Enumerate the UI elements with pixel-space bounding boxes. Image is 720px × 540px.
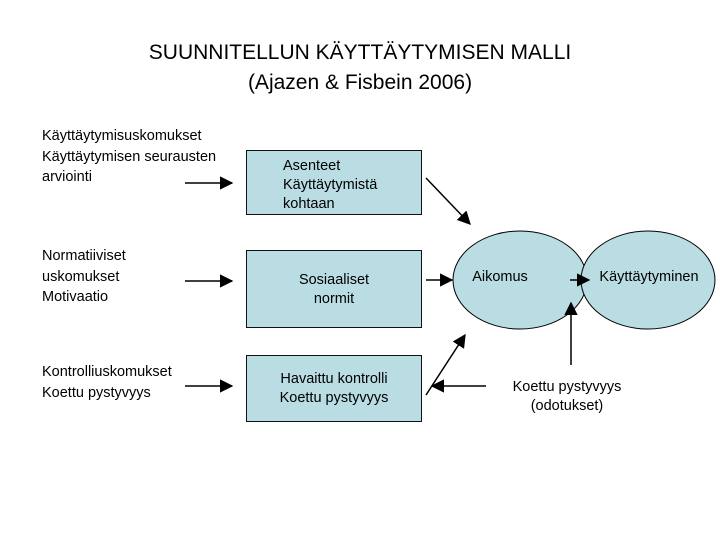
title-line-2: (Ajazen & Fisbein 2006): [247, 71, 473, 94]
intention-label: Aikomus: [472, 269, 528, 285]
behavior-label: Käyttäytyminen: [599, 269, 699, 285]
norms-line: normit: [313, 291, 355, 307]
attitudes-box: [246, 150, 422, 215]
efficacy-line: Koettu pystyvyys: [512, 379, 622, 395]
belief-line: Motivaatio: [42, 289, 109, 305]
control-line: Havaittu kontrolli: [280, 371, 388, 387]
efficacy-line: (odotukset): [530, 398, 604, 414]
arrow-attitudes-to-intention: [426, 178, 470, 224]
belief-line: Normatiiviset: [42, 248, 126, 264]
perceived-control-box: [246, 355, 422, 422]
belief-line: arviointi: [42, 169, 92, 185]
attitudes-line: Käyttäytymistä: [283, 177, 378, 193]
belief-line: Kontrolliuskomukset: [42, 364, 172, 380]
belief-line: uskomukset: [42, 268, 120, 285]
control-line: Koettu pystyvyys: [279, 390, 389, 406]
self-efficacy-label: [486, 378, 648, 416]
belief-line: Käyttäytymisen seurausten: [42, 148, 217, 165]
norms-line: Sosiaaliset: [298, 272, 370, 288]
social-norms-box: [246, 250, 422, 328]
belief-line: Käyttäytymisuskomukset: [42, 128, 202, 144]
belief-line: Koettu pystyvyys: [42, 384, 151, 401]
attitudes-line: kohtaan: [283, 196, 335, 212]
attitudes-line: Asenteet: [283, 158, 341, 174]
title-line-1: SUUNNITELLUN KÄYTTÄYTYMISEN MALLI: [148, 41, 572, 64]
